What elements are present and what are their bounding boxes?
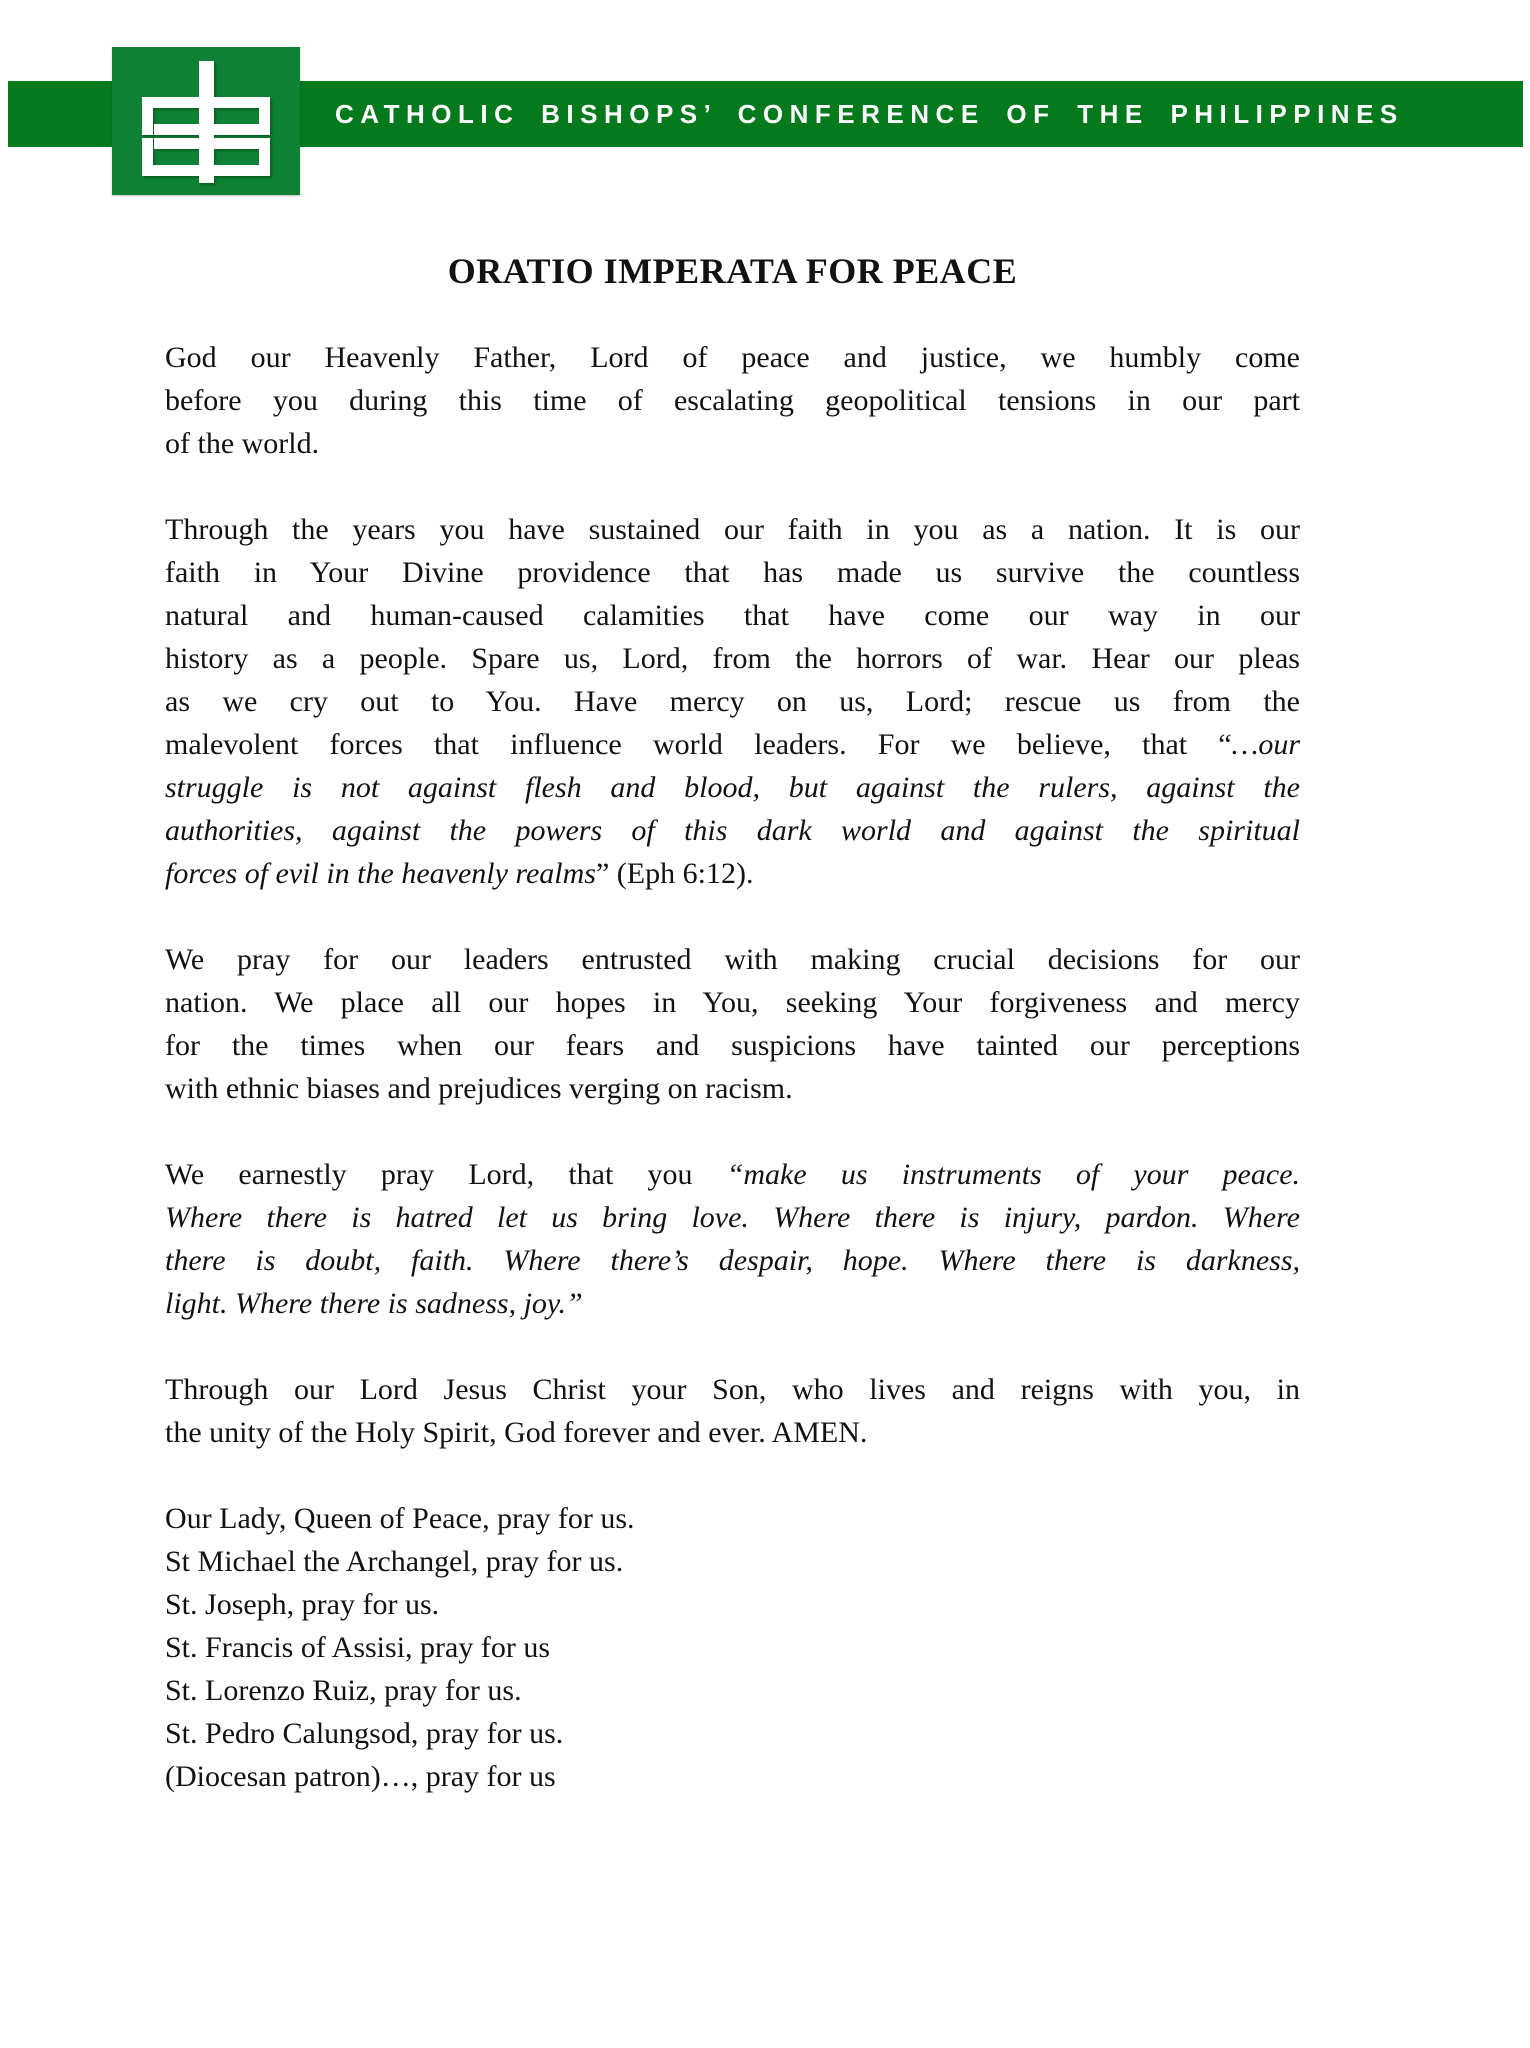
paragraph bbox=[165, 1368, 1300, 1454]
paragraph bbox=[165, 1497, 1300, 1798]
text-line bbox=[165, 551, 1300, 594]
italic-text-segment: authorities, against the powers of this dark world and against the spiritual bbox=[165, 814, 1300, 847]
italic-text-segment: “make us instruments of your peace. bbox=[726, 1158, 1301, 1191]
text-segment: St. Lorenzo Ruiz, pray for us. bbox=[165, 1674, 522, 1707]
text-line bbox=[165, 1024, 1300, 1067]
paragraph bbox=[165, 938, 1300, 1110]
text-line bbox=[165, 680, 1300, 723]
text-line bbox=[165, 508, 1300, 551]
text-segment: Through our Lord Jesus Christ your Son, who lives and reigns with you, in bbox=[165, 1373, 1300, 1406]
text-segment: Through the years you have sustained our faith in you as a nation. It is our bbox=[165, 513, 1300, 546]
paragraph bbox=[165, 508, 1300, 895]
text-segment: faith in Your Divine providence that has made us survive the countless bbox=[165, 556, 1300, 589]
text-line bbox=[165, 1712, 1300, 1755]
text-segment: Our Lady, Queen of Peace, pray for us. bbox=[165, 1502, 635, 1535]
text-line bbox=[165, 1368, 1300, 1411]
text-segment: for the times when our fears and suspicions have tainted our perceptions bbox=[165, 1029, 1300, 1062]
text-segment: natural and human-caused calamities that have come our way in our bbox=[165, 599, 1300, 632]
text-line bbox=[165, 1626, 1300, 1669]
italic-text-segment: struggle is not against flesh and blood, but against the rulers, against the bbox=[165, 771, 1300, 804]
text-segment: as we cry out to You. Have mercy on us, Lord; rescue us from the bbox=[165, 685, 1300, 718]
text-segment: with ethnic biases and prejudices verging on racism. bbox=[165, 1072, 793, 1105]
italic-text-segment: there is doubt, faith. Where there’s despair, hope. Where there is darkness, bbox=[165, 1244, 1300, 1277]
text-line bbox=[165, 1067, 1300, 1110]
text-segment: St. Pedro Calungsod, pray for us. bbox=[165, 1717, 564, 1750]
text-segment: of the world. bbox=[165, 427, 320, 460]
org-name-banner-text: CATHOLIC BISHOPS’ CONFERENCE OF THE PHILIPPINES bbox=[335, 99, 1404, 129]
text-line bbox=[165, 981, 1300, 1024]
text-line bbox=[165, 1540, 1300, 1583]
text-line bbox=[165, 637, 1300, 680]
text-line bbox=[165, 766, 1300, 809]
text-line bbox=[165, 852, 1300, 895]
text-segment: St. Francis of Assisi, pray for us bbox=[165, 1631, 550, 1664]
text-line bbox=[165, 1669, 1300, 1712]
text-segment: We earnestly pray Lord, that you bbox=[165, 1158, 727, 1191]
document-body bbox=[165, 336, 1300, 1798]
document bbox=[165, 0, 1300, 1841]
text-line bbox=[165, 1755, 1300, 1798]
text-segment: God our Heavenly Father, Lord of peace and justice, we humbly come bbox=[165, 341, 1300, 374]
text-line bbox=[165, 1196, 1300, 1239]
text-line bbox=[165, 938, 1300, 981]
text-line bbox=[165, 1239, 1300, 1282]
text-segment: St Michael the Archangel, pray for us. bbox=[165, 1545, 624, 1578]
text-line bbox=[165, 809, 1300, 852]
paragraph bbox=[165, 1153, 1300, 1325]
text-segment: ” (Eph 6:12). bbox=[595, 857, 754, 890]
text-line bbox=[165, 1282, 1300, 1325]
text-line bbox=[165, 594, 1300, 637]
text-segment: St. Joseph, pray for us. bbox=[165, 1588, 440, 1621]
document-title: ORATIO IMPERATA FOR PEACE bbox=[447, 251, 1018, 291]
text-line bbox=[165, 1153, 1300, 1196]
text-line bbox=[165, 1583, 1300, 1626]
italic-text-segment: Where there is hatred let us bring love. Where there is injury, pardon. Where bbox=[165, 1201, 1300, 1234]
text-segment: before you during this time of escalating geopolitical tensions in our part bbox=[165, 384, 1300, 417]
text-segment: malevolent forces that influence world leaders. For we believe, that “ bbox=[165, 728, 1232, 761]
text-line bbox=[165, 379, 1300, 422]
paragraph bbox=[165, 336, 1300, 465]
italic-text-segment: light. Where there is sadness, joy.” bbox=[165, 1287, 583, 1320]
text-segment: the unity of the Holy Spirit, God forever and ever. AMEN. bbox=[165, 1416, 868, 1449]
text-segment: (Diocesan patron)…, pray for us bbox=[165, 1760, 556, 1793]
italic-text-segment: forces of evil in the heavenly realms bbox=[165, 857, 596, 890]
text-line bbox=[165, 1497, 1300, 1540]
text-line bbox=[165, 1411, 1300, 1454]
text-segment: We pray for our leaders entrusted with making crucial decisions for our bbox=[165, 943, 1300, 976]
text-segment: nation. We place all our hopes in You, seeking Your forgiveness and mercy bbox=[165, 986, 1300, 1019]
text-segment: history as a people. Spare us, Lord, from the horrors of war. Hear our pleas bbox=[165, 642, 1300, 675]
text-line bbox=[165, 723, 1300, 766]
italic-text-segment: …our bbox=[1231, 728, 1300, 761]
text-line bbox=[165, 422, 1300, 465]
text-line bbox=[165, 336, 1300, 379]
